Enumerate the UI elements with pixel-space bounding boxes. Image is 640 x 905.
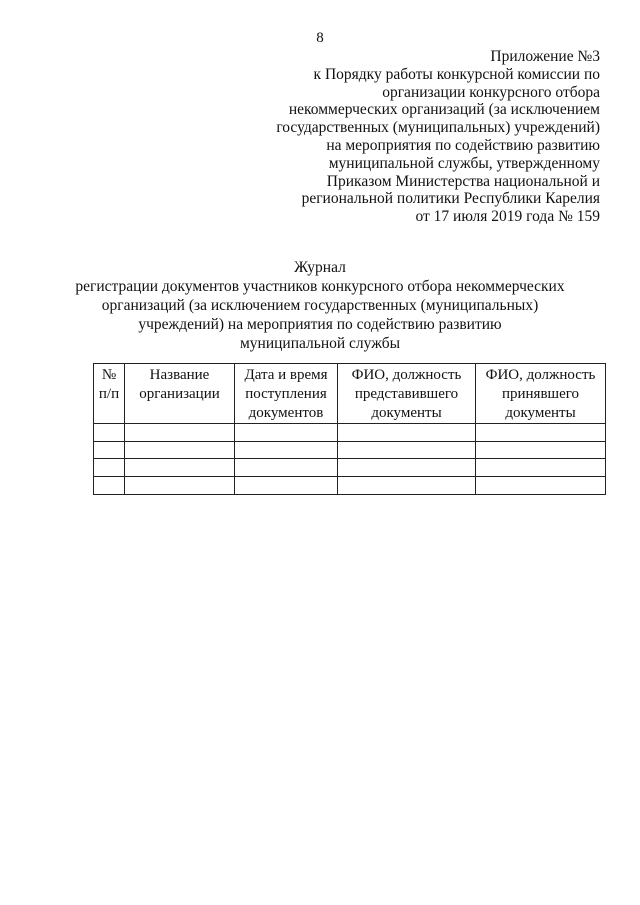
- header-cell-submitter: ФИО, должность представившего документы: [338, 364, 476, 424]
- table-cell: [125, 424, 235, 442]
- header-cell-receiver: ФИО, должность принявшего документы: [476, 364, 606, 424]
- appendix-line: на мероприятия по содействию развитию: [326, 136, 600, 154]
- table-cell: [235, 424, 338, 442]
- table-cell: [94, 459, 125, 477]
- appendix-line: к Порядку работы конкурсной комиссии по: [313, 65, 600, 83]
- table-header-row: [94, 364, 606, 424]
- table-cell: [235, 442, 338, 459]
- header-cell-organization: Название организации: [125, 364, 235, 424]
- journal-subtitle-line: учреждений) на мероприятия по содействию развитию: [138, 316, 502, 333]
- table-cell: [125, 477, 235, 495]
- appendix-line: государственных (муниципальных) учреждений): [276, 119, 600, 137]
- table-cell: [338, 442, 476, 459]
- registration-journal-table: [93, 363, 606, 495]
- appendix-line: организации конкурсного отбора: [382, 83, 600, 101]
- table-row: [94, 459, 606, 477]
- table-cell: [125, 459, 235, 477]
- appendix-block: [260, 48, 600, 226]
- table-cell: [476, 442, 606, 459]
- table-cell: [94, 442, 125, 459]
- table-cell: [338, 477, 476, 495]
- appendix-line: от 17 июля 2019 года № 159: [415, 208, 600, 226]
- table-cell: [235, 459, 338, 477]
- appendix-line: региональной политики Республики Карелия: [301, 190, 600, 208]
- appendix-line: некоммерческих организаций (за исключением: [288, 101, 600, 119]
- table-cell: [338, 459, 476, 477]
- journal-subtitle-line: организаций (за исключением государственных (муниципальных): [101, 297, 539, 314]
- journal-subtitle-line: муниципальной службы: [239, 335, 401, 352]
- table-row: [94, 442, 606, 459]
- table-cell: [338, 424, 476, 442]
- journal-title: Журнал: [294, 259, 346, 276]
- appendix-line: Приказом Министерства национальной и: [326, 172, 600, 190]
- table-cell: [476, 459, 606, 477]
- header-cell-number: № п/п: [94, 364, 125, 424]
- journal-heading: [60, 258, 580, 353]
- table-row: [94, 424, 606, 442]
- table-cell: [476, 424, 606, 442]
- appendix-line: Приложение №3: [490, 48, 600, 65]
- page-number: 8: [316, 30, 324, 46]
- table-cell: [94, 477, 125, 495]
- header-cell-received-datetime: Дата и время поступления документов: [235, 364, 338, 424]
- table-cell: [94, 424, 125, 442]
- table-cell: [476, 477, 606, 495]
- table-cell: [125, 442, 235, 459]
- appendix-line: муниципальной службы, утвержденному: [328, 154, 600, 172]
- table-row: [94, 477, 606, 495]
- table-cell: [235, 477, 338, 495]
- journal-subtitle-line: регистрации документов участников конкурсного отбора некоммерческих: [75, 278, 565, 295]
